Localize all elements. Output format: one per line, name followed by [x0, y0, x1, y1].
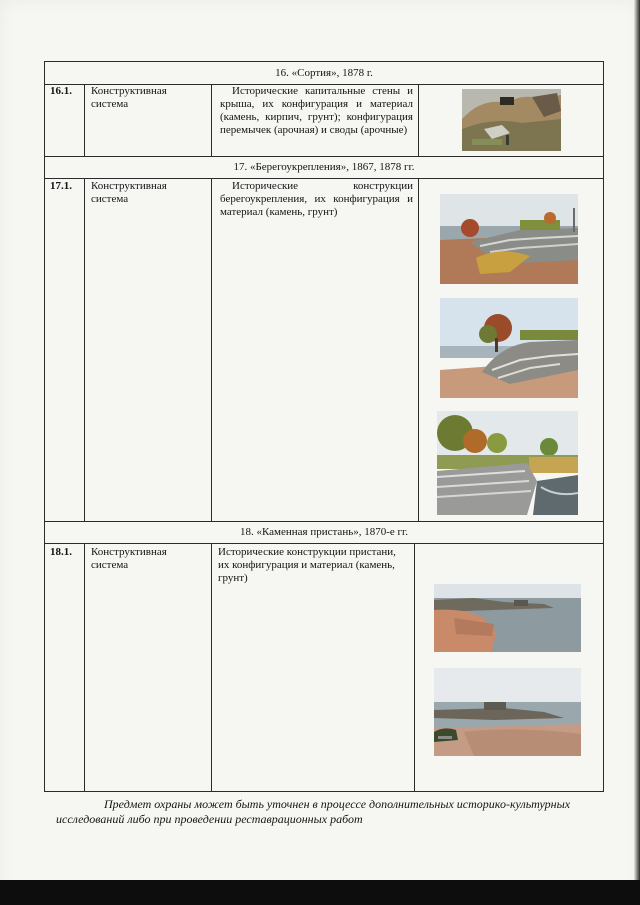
- row-category: Конструктивная система: [91, 546, 167, 571]
- protection-table: [44, 61, 604, 792]
- photo-shore-2: [440, 298, 578, 398]
- photo-shore-1: [440, 194, 578, 284]
- photo-pier-2: [434, 668, 581, 756]
- footnote: Предмет охраны может быть уточнен в процессе дополнительных историко-культурных исследований либо при проведении реставрационных работ: [56, 797, 571, 826]
- row-number: 16.1.: [50, 85, 72, 97]
- row-category: Конструктивная система: [91, 85, 167, 110]
- row-description: Исторические конструкции пристани, их конфигурация и материал (камень, грунт): [218, 546, 396, 584]
- photo-sortia: [462, 89, 561, 151]
- row-description: Исторические конструкции берегоукрепления, их конфигурация и материал (камень, грунт): [220, 180, 413, 218]
- section-title-17: 17. «Берегоукрепления», 1867, 1878 гг.: [233, 161, 415, 173]
- scan-bottom-band: [0, 880, 640, 905]
- row-number: 18.1.: [50, 546, 72, 558]
- photo-pier-1: [434, 584, 581, 652]
- row-description: Исторические капитальные стены и крыша, их конфигурация и материал (камень, кирпич, грунт); конфигурация перемычек (арочная) и своды (арочные): [220, 85, 413, 136]
- photo-shore-3: [437, 411, 578, 515]
- scan-edge: [634, 0, 640, 880]
- row-category: Конструктивная система: [91, 180, 167, 205]
- section-title-18: 18. «Каменная пристань», 1870-е гг.: [239, 526, 409, 538]
- row-number: 17.1.: [50, 180, 72, 192]
- section-title-16: 16. «Сортия», 1878 г.: [275, 67, 373, 79]
